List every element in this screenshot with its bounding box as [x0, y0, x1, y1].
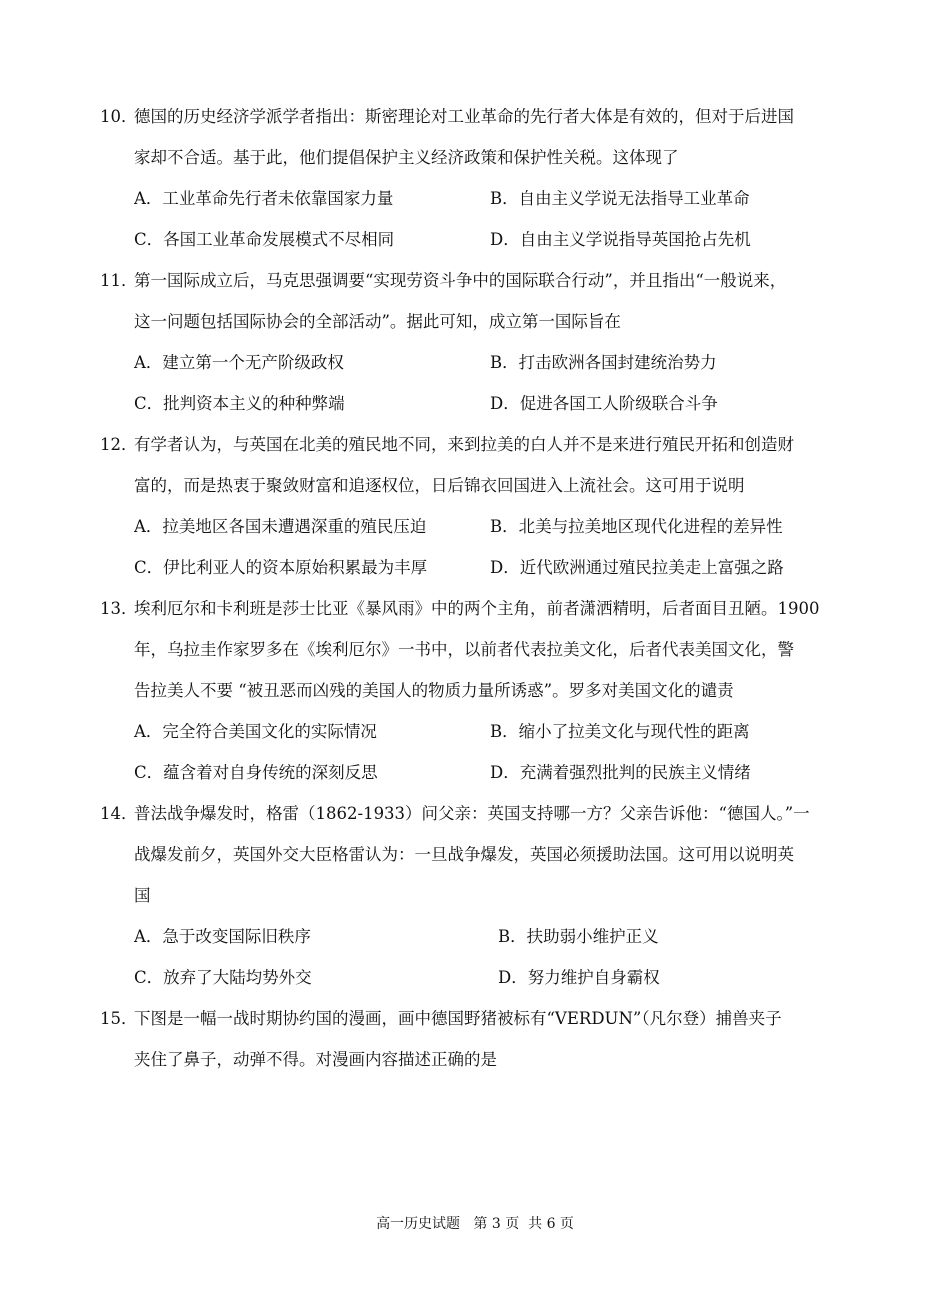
option-a: A．工业革命先行者未依靠国家力量 — [134, 189, 394, 208]
option-c: C．蕴含着对自身传统的深刻反思 — [134, 763, 378, 782]
question-number: 12． — [100, 435, 138, 454]
option-b: B．北美与拉美地区现代化进程的差异性 — [490, 517, 783, 536]
question-text-line: 年，乌拉圭作家罗多在《埃利厄尔》一书中，以前者代表拉美文化，后者代表美国文化，警 — [134, 640, 794, 659]
option-b: B．缩小了拉美文化与现代性的距离 — [490, 722, 750, 741]
option-c: C．伊比利亚人的资本原始积累最为丰厚 — [134, 558, 428, 577]
option-c: C．放弃了大陆均势外交 — [134, 968, 312, 987]
question-text-line: 告拉美人不要 “被丑恶而凶残的美国人的物质力量所诱惑”。罗多对美国文化的谴责 — [134, 681, 734, 700]
question-text-line: 普法战争爆发时，格雷（1862-1933）问父亲：英国支持哪一方？父亲告诉他：“德国人。”一 — [134, 804, 810, 823]
option-d: D．促进各国工人阶级联合斗争 — [490, 394, 718, 413]
question-text-line: 战爆发前夕，英国外交大臣格雷认为：一旦战争爆发，英国必须援助法国。这可用以说明英 — [134, 845, 794, 864]
page-footer: 高一历史试题 第 3 页 共 6 页 — [376, 1216, 574, 1232]
option-a: A．完全符合美国文化的实际情况 — [134, 722, 377, 741]
option-c: C．批判资本主义的种种弊端 — [134, 394, 345, 413]
option-a: A．建立第一个无产阶级政权 — [134, 353, 344, 372]
question-text-line: 德国的历史经济学派学者指出：斯密理论对工业革命的先行者大体是有效的，但对于后进国 — [134, 107, 794, 126]
option-d: D．自由主义学说指导英国抢占先机 — [490, 230, 751, 249]
question-text-line: 国 — [134, 886, 151, 905]
question-text-line: 这一问题包括国际协会的全部活动”。据此可知，成立第一国际旨在 — [134, 312, 621, 331]
option-a: A．拉美地区各国未遭遇深重的殖民压迫 — [134, 517, 427, 536]
question-text-line: 夹住了鼻子，动弹不得。对漫画内容描述正确的是 — [134, 1050, 497, 1069]
option-b: B．自由主义学说无法指导工业革命 — [490, 189, 750, 208]
question-number: 13． — [100, 599, 138, 618]
question-text-line: 埃利厄尔和卡利班是莎士比亚《暴风雨》中的两个主角，前者潇洒精明，后者面目丑陋。1900 — [134, 599, 820, 618]
option-a: A．急于改变国际旧秩序 — [134, 927, 311, 946]
option-d: D．近代欧洲通过殖民拉美走上富强之路 — [490, 558, 784, 577]
question-text-line: 下图是一幅一战时期协约国的漫画，画中德国野猪被标有“VERDUN”（凡尔登）捕兽夹子 — [134, 1009, 782, 1028]
question-text-line: 有学者认为，与英国在北美的殖民地不同，来到拉美的白人并不是来进行殖民开拓和创造财 — [134, 435, 794, 454]
option-d: D．努力维护自身霸权 — [498, 968, 660, 987]
option-c: C．各国工业革命发展模式不尽相同 — [134, 230, 395, 249]
question-text-line: 第一国际成立后，马克思强调要“实现劳资斗争中的国际联合行动”，并且指出“一般说来， — [134, 271, 787, 290]
question-text-line: 富的，而是热衷于聚敛财富和追逐权位，日后锦衣回国进入上流社会。这可用于说明 — [134, 476, 745, 495]
question-number: 10． — [100, 107, 138, 126]
question-number: 11． — [100, 271, 138, 290]
question-text-line: 家却不合适。基于此，他们提倡保护主义经济政策和保护性关税。这体现了 — [134, 148, 679, 167]
option-b: B．扶助弱小维护正义 — [498, 927, 659, 946]
option-b: B．打击欧洲各国封建统治势力 — [490, 353, 717, 372]
question-number: 15． — [100, 1009, 138, 1028]
question-number: 14． — [100, 804, 138, 823]
option-d: D．充满着强烈批判的民族主义情绪 — [490, 763, 751, 782]
